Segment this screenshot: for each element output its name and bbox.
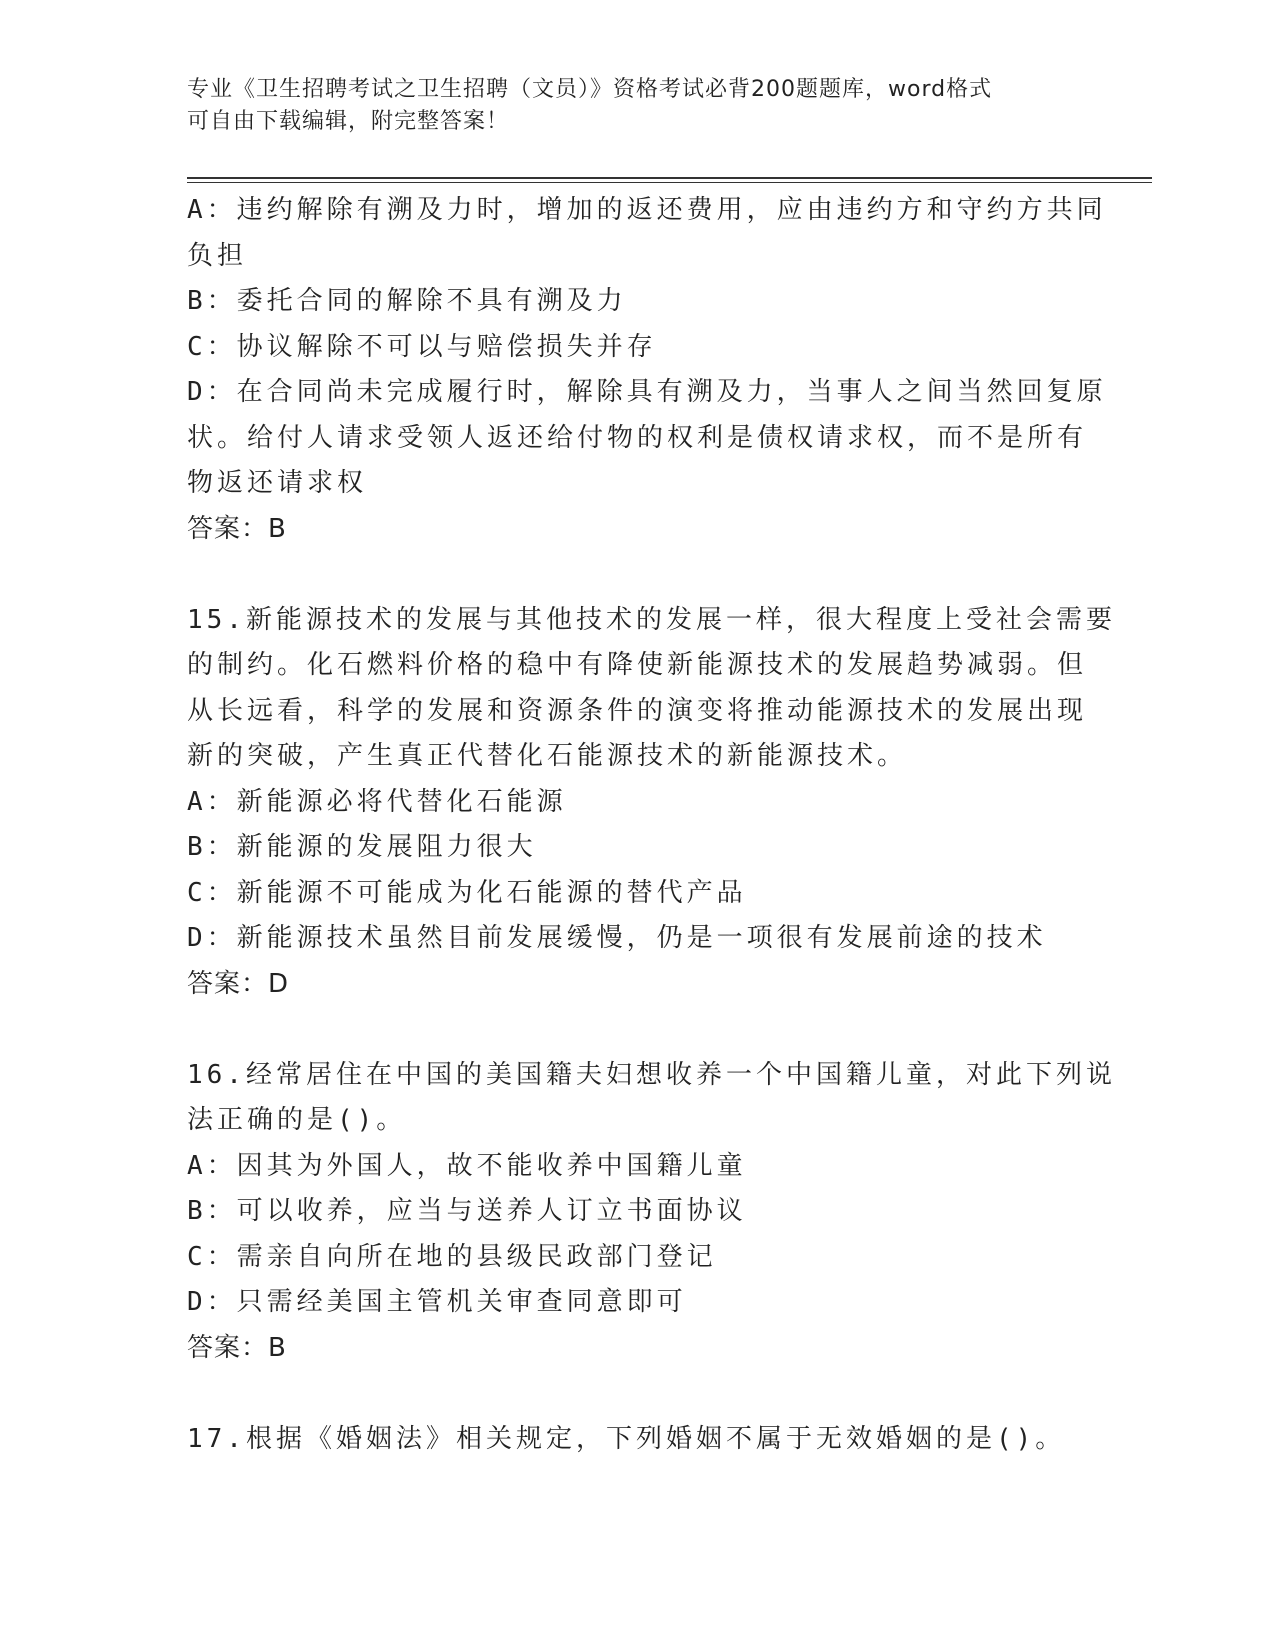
question-stem: 16.经常居住在中国的美国籍夫妇想收养一个中国籍儿童，对此下列说 xyxy=(187,1059,1116,1090)
option-a: A：新能源必将代替化石能源 xyxy=(187,786,567,817)
document-header xyxy=(187,74,1067,138)
question-stem-continuation: 法正确的是()。 xyxy=(187,1105,407,1135)
question-stem: 17.根据《婚姻法》相关规定，下列婚姻不属于无效婚姻的是()。 xyxy=(187,1423,1066,1454)
option-c: C：需亲自向所在地的县级民政部门登记 xyxy=(187,1241,717,1272)
option-b: B：委托合同的解除不具有溯及力 xyxy=(187,286,627,316)
question-15 xyxy=(187,598,1116,1008)
option-c: C：协议解除不可以与赔偿损失并存 xyxy=(187,331,657,362)
spacer xyxy=(187,1007,1087,1053)
question-stem-continuation-2: 从长远看，科学的发展和资源条件的演变将推动能源技术的发展出现 xyxy=(187,695,1088,726)
option-b: B：新能源的发展阻力很大 xyxy=(187,832,537,862)
option-d-continuation-2: 物返还请求权 xyxy=(187,468,368,498)
option-d: D：只需经美国主管机关审查同意即可 xyxy=(187,1287,687,1317)
header-title-line-1: 专业《卫生招聘考试之卫生招聘（文员）》资格考试必背200题题库，word格式 xyxy=(187,77,993,102)
answer-label: 答案：D xyxy=(187,968,290,999)
spacer xyxy=(187,552,1087,598)
question-stem-continuation-1: 的制约。化石燃料价格的稳中有降使新能源技术的发展趋势减弱。但 xyxy=(187,650,1088,680)
option-c: C：新能源不可能成为化石能源的替代产品 xyxy=(187,877,747,908)
question-16 xyxy=(187,1053,1116,1372)
option-a: A：因其为外国人，故不能收养中国籍儿童 xyxy=(187,1150,747,1181)
question-list xyxy=(187,188,1116,1462)
header-divider xyxy=(187,177,1152,183)
question-stem-continuation-3: 新的突破，产生真正代替化石能源技术的新能源技术。 xyxy=(187,741,908,771)
option-d: D：在合同尚未完成履行时，解除具有溯及力，当事人之间当然回复原 xyxy=(187,377,1107,407)
question-stem: 15.新能源技术的发展与其他技术的发展一样，很大程度上受社会需要 xyxy=(187,604,1116,635)
option-a: A：违约解除有溯及力时，增加的返还费用，应由违约方和守约方共同 xyxy=(187,195,1107,225)
option-a-continuation: 负担 xyxy=(187,240,248,271)
option-b: B：可以收养，应当与送养人订立书面协议 xyxy=(187,1196,747,1226)
question-17 xyxy=(187,1417,1087,1463)
spacer xyxy=(187,1371,1087,1417)
option-d: D：新能源技术虽然目前发展缓慢，仍是一项很有发展前途的技术 xyxy=(187,923,1047,953)
header-title-line-2: 可自由下载编辑，附完整答案！ xyxy=(187,109,510,134)
option-d-continuation-1: 状。给付人请求受领人返还给付物的权利是债权请求权，而不是所有 xyxy=(187,422,1088,453)
answer-label: 答案：B xyxy=(187,1332,287,1363)
question-14-options xyxy=(187,188,1107,552)
answer-label: 答案：B xyxy=(187,513,287,544)
